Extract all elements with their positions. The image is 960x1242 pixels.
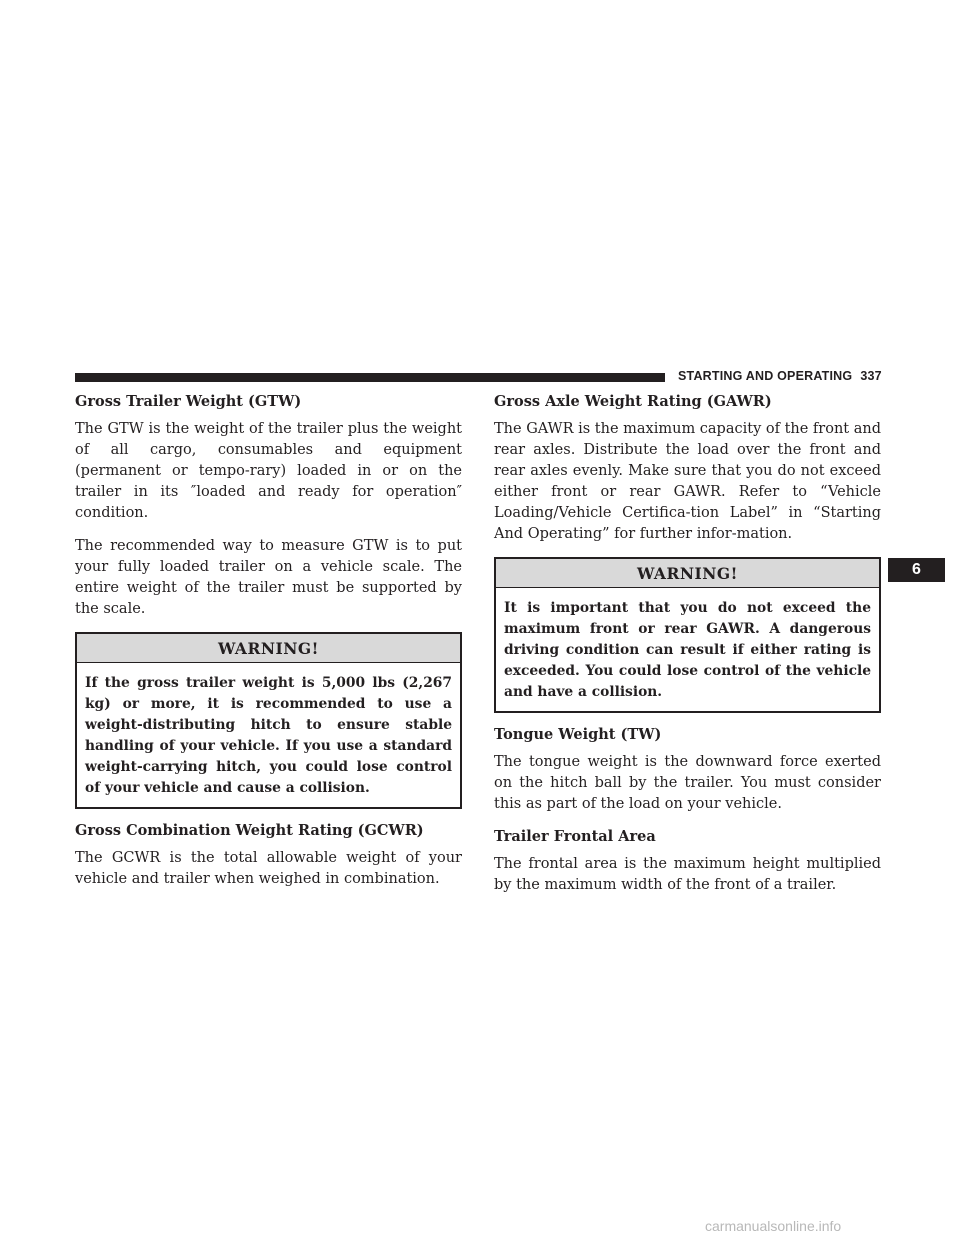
warning-title: WARNING! <box>496 559 879 588</box>
gcwr-paragraph-1: The GCWR is the total allowable weight of your vehicle and trailer when weighed in combination. <box>75 850 462 887</box>
watermark: carmanualsonline.info <box>705 1218 842 1234</box>
gtw-paragraph-1: The GTW is the weight of the trailer plus the weight of all cargo, consumables and equipment (permanent or tempo-rary) loaded in or on the trailer in its ″loaded and ready for operation″ condition. <box>75 421 462 521</box>
gawr-warning-box <box>494 557 881 713</box>
tw-heading: Tongue Weight (TW) <box>494 726 662 743</box>
tfa-paragraph-1: The frontal area is the maximum height multiplied by the maximum width of the front of a trailer. <box>494 856 881 893</box>
chapter-tab: 6 <box>888 558 945 582</box>
section-title: STARTING AND OPERATING <box>678 369 853 383</box>
gcwr-heading: Gross Combination Weight Rating (GCWR) <box>75 822 424 839</box>
running-header <box>678 369 882 383</box>
tfa-heading: Trailer Frontal Area <box>494 828 656 845</box>
gawr-paragraph-1: The GAWR is the maximum capacity of the front and rear axles. Distribute the load over the front and rear axles evenly. Make sure that you do not exceed either front or rear GAWR. Refer to “Vehicle Loading/Vehicle Certifica-tion Label” in “Starting And Operating” for further infor-mation. <box>494 421 882 542</box>
left-column <box>75 392 462 902</box>
gtw-heading: Gross Trailer Weight (GTW) <box>75 393 302 410</box>
header-rule <box>75 373 665 382</box>
warning-body: If the gross trailer weight is 5,000 lbs (2,267 kg) or more, it is recommended to use a weight-distributing hitch to ensure stable handling of your vehicle. If you use a standard weight-carrying hitch, you could lose control of your vehicle and cause a collision. <box>85 675 452 796</box>
right-column <box>494 392 881 908</box>
warning-title: WARNING! <box>77 634 460 663</box>
tw-paragraph-1: The tongue weight is the downward force exerted on the hitch ball by the trailer. You must consider this as part of the load on your vehicle. <box>494 754 881 812</box>
gawr-heading: Gross Axle Weight Rating (GAWR) <box>494 393 772 410</box>
gtw-paragraph-2: The recommended way to measure GTW is to put your fully loaded trailer on a vehicle scale. The entire weight of the trailer must be supported by the scale. <box>75 538 462 617</box>
warning-body: It is important that you do not exceed the maximum front or rear GAWR. A dangerous driving condition can result if either rating is exceeded. You could lose control of the vehicle and have a collision. <box>504 600 871 700</box>
page-number: 337 <box>860 369 882 383</box>
gtw-warning-box <box>75 632 462 809</box>
